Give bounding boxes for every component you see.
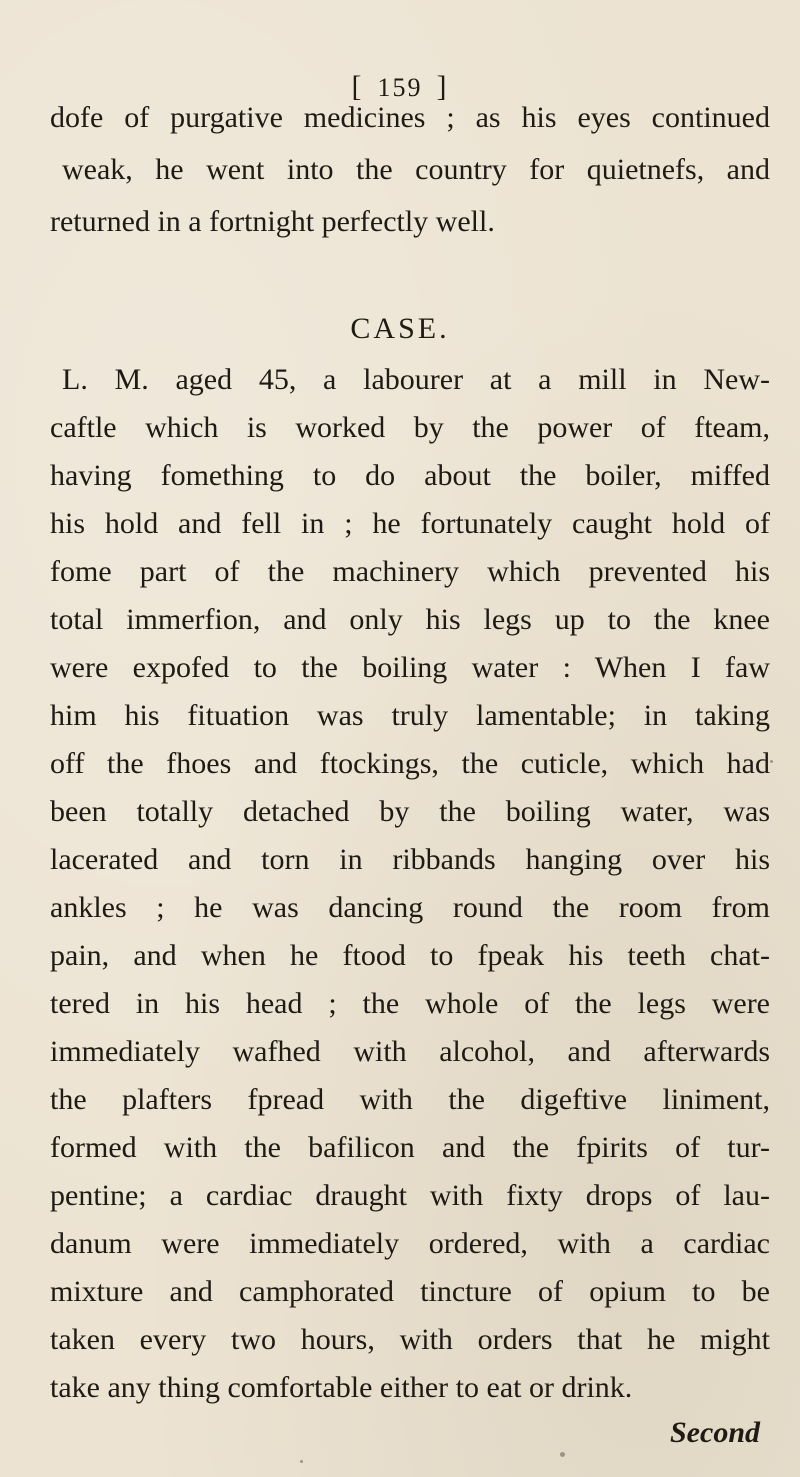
text-line: off the fhoes and ftockings, the cuticle, which had	[50, 747, 770, 780]
paper-speck	[560, 1452, 565, 1457]
text-line: taken every two hours, with orders that he might	[50, 1323, 770, 1356]
page-number-close-bracket: ]	[436, 70, 449, 103]
paper-speck	[770, 760, 773, 763]
text-line: take any thing comfortable either to eat or drink.	[50, 1371, 633, 1404]
text-line: tered in his head ; the whole of the legs were	[50, 987, 770, 1020]
text-line: dofe of purgative medicines ; as his eyes continued	[50, 101, 770, 134]
paper-speck	[300, 1460, 303, 1463]
text-line: caftle which is worked by the power of fteam,	[50, 411, 770, 444]
text-line: L. M. aged 45, a labourer at a mill in New-	[62, 363, 770, 396]
page-number-value: 159	[377, 73, 423, 102]
text-line: weak, he went into the country for quietnefs, and	[62, 153, 770, 186]
text-line: been totally detached by the boiling water, was	[50, 795, 770, 828]
case-heading: CASE.	[350, 312, 450, 345]
text-line: mixture and camphorated tincture of opium to be	[50, 1275, 770, 1308]
text-line: ankles ; he was dancing round the room from	[50, 891, 770, 924]
text-line: the plafters fpread with the digeftive liniment,	[50, 1083, 770, 1116]
text-line: fome part of the machinery which prevented his	[50, 555, 770, 588]
text-line: total immerfion, and only his legs up to the knee	[50, 603, 770, 636]
catchword: Second	[670, 1416, 760, 1449]
text-line: pain, and when he ftood to fpeak his teeth chat-	[50, 939, 770, 972]
text-line: pentine; a cardiac draught with fixty drops of lau-	[50, 1179, 770, 1212]
page-number-open-bracket: [	[351, 70, 364, 103]
text-line: returned in a fortnight perfectly well.	[50, 205, 495, 238]
text-line: his hold and fell in ; he fortunately caught hold of	[50, 507, 770, 540]
text-line: him his fituation was truly lamentable; in taking	[50, 699, 770, 732]
text-line: danum were immediately ordered, with a cardiac	[50, 1227, 770, 1260]
text-line: formed with the bafilicon and the fpirits of tur-	[50, 1131, 770, 1164]
text-line: lacerated and torn in ribbands hanging over his	[50, 843, 770, 876]
text-line: were expofed to the boiling water : When I faw	[50, 651, 770, 684]
text-line: immediately wafhed with alcohol, and afterwards	[50, 1035, 770, 1068]
text-line: having fomething to do about the boiler, miffed	[50, 459, 770, 492]
